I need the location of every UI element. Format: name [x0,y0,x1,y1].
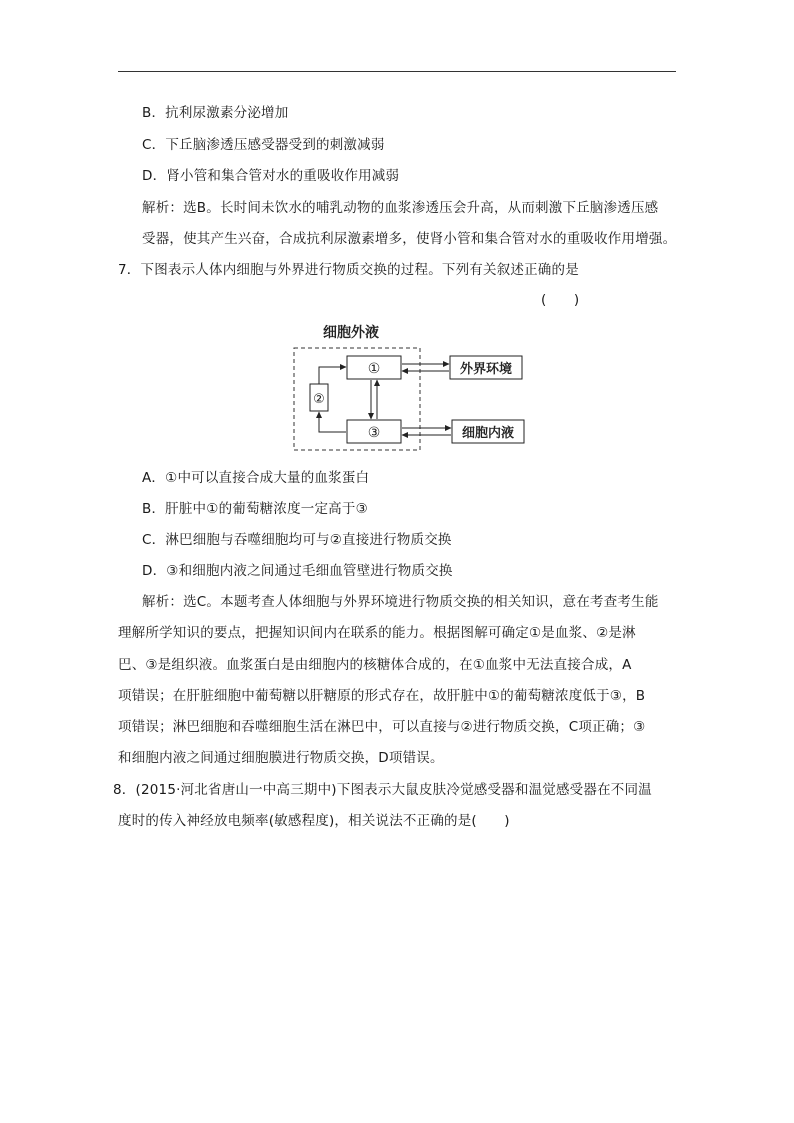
option-c: C．下丘脑渗透压感受器受到的刺激减弱 [142,137,385,153]
external-env-label: 外界环境 [459,362,513,377]
box-3-label: ③ [367,425,381,441]
analysis-line: 解析：选B。长时间未饮水的哺乳动物的血浆渗透压会升高，从而刺激下丘脑渗透压感 [142,200,659,216]
analysis-line: 和细胞内液之间通过细胞膜进行物质交换，D项错误。 [118,750,444,766]
diagram-title: 细胞外液 [323,325,379,341]
body-fluid-diagram [290,322,540,454]
option-c: C．淋巴细胞与吞噬细胞均可与②直接进行物质交换 [142,532,452,548]
analysis-line: 解析：选C。本题考查人体细胞与外界环境进行物质交换的相关知识，意在考查考生能 [142,594,659,610]
analysis-line: 项错误；在肝脏细胞中葡萄糖以肝糖原的形式存在，故肝脏中①的葡萄糖浓度低于③，B [118,688,646,704]
intracellular-label: 细胞内液 [461,426,515,441]
analysis-line: 受器，使其产生兴奋，合成抗利尿激素增多，使肾小管和集合管对水的重吸收作用增强。 [142,231,677,247]
answer-paren: ( ) [541,292,580,308]
option-b: B．肝脏中①的葡萄糖浓度一定高于③ [142,501,368,517]
analysis-line: 巴、③是组织液。血浆蛋白是由细胞内的核糖体合成的，在①血浆中无法直接合成，A [118,657,632,673]
arrow-2-to-1 [319,367,346,384]
analysis-line: 项错误；淋巴细胞和吞噬细胞生活在淋巴中，可以直接与②进行物质交换，C项正确；③ [118,719,646,735]
header-rule [118,71,676,72]
box-2-label: ② [313,392,325,407]
option-a: A．①中可以直接合成大量的血浆蛋白 [142,470,370,486]
question-7-stem: 7．下图表示人体内细胞与外界进行物质交换的过程。下列有关叙述正确的是 [118,262,579,278]
option-d: D．③和细胞内液之间通过毛细血管壁进行物质交换 [142,563,453,579]
option-d: D．肾小管和集合管对水的重吸收作用减弱 [142,168,400,184]
option-b: B．抗利尿激素分泌增加 [142,105,289,121]
question-8-stem-cont: 度时的传入神经放电频率(敏感程度)，相关说法不正确的是( ) [118,813,510,829]
question-8-stem: 8．(2015·河北省唐山一中高三期中)下图表示大鼠皮肤冷觉感受器和温觉感受器在不同温 [113,782,652,798]
arrow-3-to-2 [319,412,346,432]
analysis-line: 理解所学知识的要点，把握知识间内在联系的能力。根据图解可确定①是血浆、②是淋 [118,625,636,641]
box-1-label: ① [367,361,381,377]
